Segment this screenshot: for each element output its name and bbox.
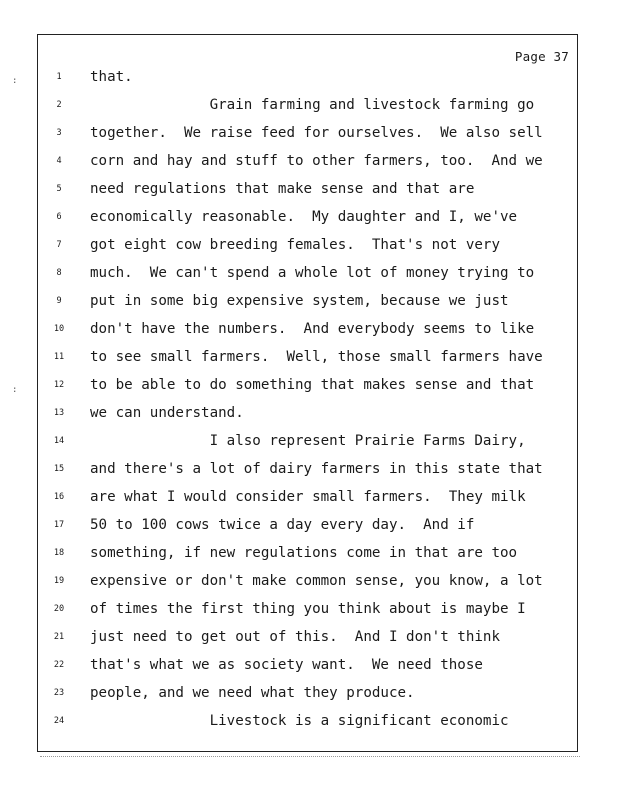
- transcript-line: [38, 435, 577, 455]
- transcript-line: [38, 379, 577, 399]
- transcript-line: [38, 715, 577, 735]
- transcript-line: [38, 519, 577, 539]
- line-number: 14: [53, 436, 65, 446]
- transcript-line: [38, 491, 577, 511]
- margin-mark: :: [12, 385, 18, 395]
- line-number: 7: [56, 240, 62, 250]
- transcript-line: [38, 267, 577, 287]
- line-text: that.: [90, 69, 133, 85]
- transcript-line: [38, 547, 577, 567]
- transcript-line: [38, 687, 577, 707]
- line-number: 6: [56, 212, 62, 222]
- line-number: 24: [53, 716, 65, 726]
- line-number: 1: [56, 72, 62, 82]
- line-text: we can understand.: [90, 405, 244, 421]
- line-text: Livestock is a significant economic: [90, 713, 509, 729]
- line-text: economically reasonable. My daughter and I, we've: [90, 209, 518, 225]
- line-text: corn and hay and stuff to other farmers, too. And we: [90, 153, 543, 169]
- transcript-line: [38, 183, 577, 203]
- line-number: 11: [53, 352, 65, 362]
- line-text: are what I would consider small farmers. They milk: [90, 489, 526, 505]
- transcript-line: [38, 99, 577, 119]
- line-number: 18: [53, 548, 65, 558]
- page-shadow-line: [40, 756, 580, 757]
- line-number: 12: [53, 380, 65, 390]
- line-text: to be able to do something that makes sense and that: [90, 377, 535, 393]
- line-number: 2: [56, 100, 62, 110]
- transcript-line: [38, 463, 577, 483]
- line-number: 9: [56, 296, 62, 306]
- line-number: 5: [56, 184, 62, 194]
- line-text: people, and we need what they produce.: [90, 685, 415, 701]
- transcript-line: [38, 351, 577, 371]
- transcript-line: [38, 239, 577, 259]
- line-text: of times the first thing you think about is maybe I: [90, 601, 526, 617]
- line-text: got eight cow breeding females. That's not very: [90, 237, 500, 253]
- transcript-line: [38, 295, 577, 315]
- line-text: something, if new regulations come in that are too: [90, 545, 518, 561]
- line-number: 19: [53, 576, 65, 586]
- line-text: don't have the numbers. And everybody seems to like: [90, 321, 535, 337]
- line-text: together. We raise feed for ourselves. We also sell: [90, 125, 543, 141]
- line-number: 10: [53, 324, 65, 334]
- line-text: need regulations that make sense and that are: [90, 181, 475, 197]
- line-text: 50 to 100 cows twice a day every day. And if: [90, 517, 475, 533]
- line-number: 13: [53, 408, 65, 418]
- transcript-line: [38, 631, 577, 651]
- line-number: 8: [56, 268, 62, 278]
- transcript-line: [38, 575, 577, 595]
- line-number: 17: [53, 520, 65, 530]
- transcript-line: [38, 211, 577, 231]
- transcript-line: [38, 71, 577, 91]
- line-number: 22: [53, 660, 65, 670]
- line-text: to see small farmers. Well, those small farmers have: [90, 349, 543, 365]
- transcript-line: [38, 323, 577, 343]
- line-number: 20: [53, 604, 65, 614]
- transcript-line: [38, 155, 577, 175]
- line-number: 3: [56, 128, 62, 138]
- line-text: put in some big expensive system, because we just: [90, 293, 509, 309]
- line-number: 4: [56, 156, 62, 166]
- line-text: that's what we as society want. We need those: [90, 657, 483, 673]
- transcript-line: [38, 659, 577, 679]
- transcript-page: [37, 34, 578, 752]
- line-text: much. We can't spend a whole lot of money trying to: [90, 265, 535, 281]
- line-number: 15: [53, 464, 65, 474]
- line-text: just need to get out of this. And I don't think: [90, 629, 500, 645]
- line-number: 21: [53, 632, 65, 642]
- page-number: Page 37: [514, 49, 569, 64]
- line-number: 16: [53, 492, 65, 502]
- transcript-line: [38, 127, 577, 147]
- line-text: Grain farming and livestock farming go: [90, 97, 535, 113]
- line-number: 23: [53, 688, 65, 698]
- margin-mark: :: [12, 76, 18, 86]
- transcript-line: [38, 407, 577, 427]
- line-text: and there's a lot of dairy farmers in this state that: [90, 461, 543, 477]
- transcript-line: [38, 603, 577, 623]
- line-text: I also represent Prairie Farms Dairy,: [90, 433, 526, 449]
- line-text: expensive or don't make common sense, you know, a lot: [90, 573, 543, 589]
